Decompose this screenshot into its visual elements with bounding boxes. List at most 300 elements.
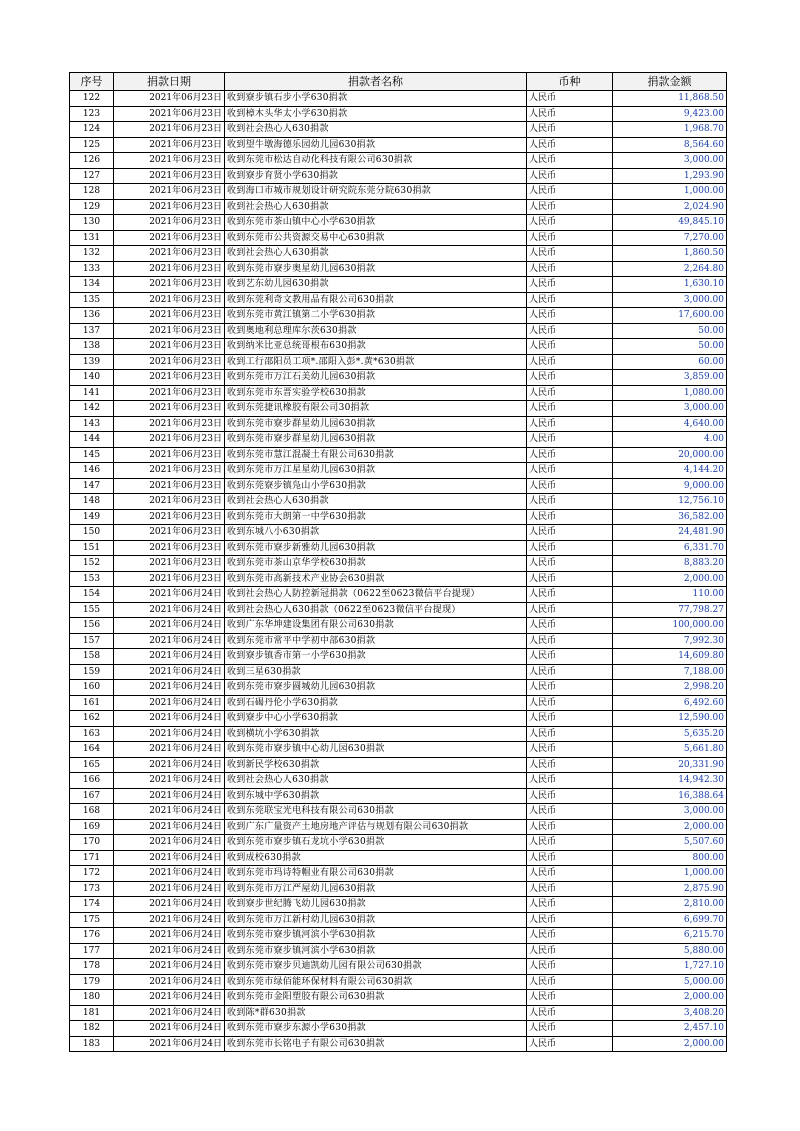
donation-date-cell: 2021年06月23日 xyxy=(114,509,225,525)
serial-number-cell: 145 xyxy=(70,447,114,463)
donor-name-cell: 收到社会热心人630捐款 xyxy=(225,122,527,138)
donation-amount-cell: 49,845.10 xyxy=(613,215,727,231)
donor-name-cell: 收到东莞市长铭电子有限公司630捐款 xyxy=(225,1036,527,1052)
table-row xyxy=(70,447,727,463)
donation-amount-cell: 4.00 xyxy=(613,432,727,448)
table-row xyxy=(70,354,727,370)
serial-number-cell: 167 xyxy=(70,788,114,804)
currency-cell: 人民币 xyxy=(527,168,613,184)
donation-date-cell: 2021年06月24日 xyxy=(114,819,225,835)
donation-date-cell: 2021年06月23日 xyxy=(114,447,225,463)
serial-number-cell: 142 xyxy=(70,401,114,417)
table-row xyxy=(70,153,727,169)
table-row xyxy=(70,819,727,835)
table-row xyxy=(70,91,727,107)
serial-number-cell: 158 xyxy=(70,649,114,665)
table-row xyxy=(70,974,727,990)
donation-amount-cell: 2,998.20 xyxy=(613,680,727,696)
serial-number-cell: 140 xyxy=(70,370,114,386)
donation-amount-cell: 12,756.10 xyxy=(613,494,727,510)
table-row xyxy=(70,850,727,866)
currency-cell: 人民币 xyxy=(527,277,613,293)
currency-cell: 人民币 xyxy=(527,866,613,882)
table-row xyxy=(70,959,727,975)
serial-number-cell: 163 xyxy=(70,726,114,742)
table-row xyxy=(70,649,727,665)
table-row xyxy=(70,277,727,293)
donation-amount-cell: 110.00 xyxy=(613,587,727,603)
donation-date-cell: 2021年06月23日 xyxy=(114,215,225,231)
table-row xyxy=(70,618,727,634)
donation-date-cell: 2021年06月23日 xyxy=(114,416,225,432)
donation-amount-cell: 3,000.00 xyxy=(613,292,727,308)
donation-date-cell: 2021年06月23日 xyxy=(114,153,225,169)
table-row xyxy=(70,726,727,742)
table-row xyxy=(70,463,727,479)
donation-date-cell: 2021年06月24日 xyxy=(114,912,225,928)
serial-number-cell: 144 xyxy=(70,432,114,448)
serial-number-cell: 134 xyxy=(70,277,114,293)
donation-amount-cell: 6,699.70 xyxy=(613,912,727,928)
donation-amount-cell: 2,000.00 xyxy=(613,819,727,835)
serial-number-cell: 131 xyxy=(70,230,114,246)
currency-cell: 人民币 xyxy=(527,122,613,138)
serial-number-cell: 122 xyxy=(70,91,114,107)
serial-number-cell: 128 xyxy=(70,184,114,200)
donation-amount-cell: 2,000.00 xyxy=(613,990,727,1006)
donation-amount-cell: 1,968.70 xyxy=(613,122,727,138)
donor-name-cell: 收到东城八小630捐款 xyxy=(225,525,527,541)
donor-name-cell: 收到东莞市寮步镇中心幼儿园630捐款 xyxy=(225,742,527,758)
donation-date-cell: 2021年06月24日 xyxy=(114,587,225,603)
donor-name-cell: 收到广东广量资产土地房地产评估与规划有限公司630捐款 xyxy=(225,819,527,835)
serial-number-cell: 135 xyxy=(70,292,114,308)
donor-name-cell: 收到东莞市寮步镇河滨小学630捐款 xyxy=(225,928,527,944)
serial-number-cell: 155 xyxy=(70,602,114,618)
currency-cell: 人民币 xyxy=(527,1021,613,1037)
donation-amount-cell: 3,000.00 xyxy=(613,804,727,820)
table-row xyxy=(70,773,727,789)
donation-date-cell: 2021年06月24日 xyxy=(114,804,225,820)
donation-amount-cell: 12,590.00 xyxy=(613,711,727,727)
donation-date-cell: 2021年06月24日 xyxy=(114,881,225,897)
donation-date-cell: 2021年06月23日 xyxy=(114,106,225,122)
donation-amount-cell: 1,860.50 xyxy=(613,246,727,262)
donor-name-cell: 收到樟木头华太小学630捐款 xyxy=(225,106,527,122)
serial-number-cell: 152 xyxy=(70,556,114,572)
donation-amount-cell: 14,609.80 xyxy=(613,649,727,665)
currency-cell: 人民币 xyxy=(527,897,613,913)
table-row xyxy=(70,230,727,246)
currency-cell: 人民币 xyxy=(527,153,613,169)
donor-name-cell: 收到纳米比亚总统哥根布630捐款 xyxy=(225,339,527,355)
serial-number-cell: 138 xyxy=(70,339,114,355)
table-row xyxy=(70,137,727,153)
donation-date-cell: 2021年06月23日 xyxy=(114,540,225,556)
table-row xyxy=(70,339,727,355)
table-row xyxy=(70,106,727,122)
table-row xyxy=(70,556,727,572)
currency-cell: 人民币 xyxy=(527,416,613,432)
donor-name-cell: 收到东莞市万江新村幼儿园630捐款 xyxy=(225,912,527,928)
currency-cell: 人民币 xyxy=(527,788,613,804)
donor-name-cell: 收到陈*群630捐款 xyxy=(225,1005,527,1021)
table-row xyxy=(70,788,727,804)
donation-date-cell: 2021年06月24日 xyxy=(114,726,225,742)
serial-number-cell: 132 xyxy=(70,246,114,262)
donation-amount-cell: 800.00 xyxy=(613,850,727,866)
donation-amount-cell: 4,640.00 xyxy=(613,416,727,432)
currency-cell: 人民币 xyxy=(527,215,613,231)
donor-name-cell: 收到东莞市玛诗特帽业有限公司630捐款 xyxy=(225,866,527,882)
currency-cell: 人民币 xyxy=(527,106,613,122)
donation-date-cell: 2021年06月24日 xyxy=(114,773,225,789)
donor-name-cell: 收到寮步育贤小学630捐款 xyxy=(225,168,527,184)
donation-amount-cell: 77,798.27 xyxy=(613,602,727,618)
donor-name-cell: 收到东莞市万江星星幼儿园630捐款 xyxy=(225,463,527,479)
table-row xyxy=(70,540,727,556)
donation-date-cell: 2021年06月23日 xyxy=(114,354,225,370)
donor-name-cell: 收到东莞市寮步镇石龙坑小学630捐款 xyxy=(225,835,527,851)
donor-name-cell: 收到工行邵阳员工项*.邵阳入彭*.黄*630捐款 xyxy=(225,354,527,370)
donation-date-cell: 2021年06月23日 xyxy=(114,571,225,587)
donor-name-cell: 收到东莞市万江严屋幼儿园630捐款 xyxy=(225,881,527,897)
currency-cell: 人民币 xyxy=(527,308,613,324)
table-row xyxy=(70,494,727,510)
donor-name-cell: 收到东莞市茶山镇中心小学630捐款 xyxy=(225,215,527,231)
currency-cell: 人民币 xyxy=(527,943,613,959)
donor-name-cell: 收到寮步世纪腾飞幼儿园630捐款 xyxy=(225,897,527,913)
currency-cell: 人民币 xyxy=(527,804,613,820)
donation-amount-cell: 5,000.00 xyxy=(613,974,727,990)
table-row xyxy=(70,1036,727,1052)
donation-date-cell: 2021年06月23日 xyxy=(114,246,225,262)
serial-number-cell: 160 xyxy=(70,680,114,696)
donation-date-cell: 2021年06月24日 xyxy=(114,850,225,866)
donation-amount-cell: 8,883.20 xyxy=(613,556,727,572)
donation-amount-cell: 5,880.00 xyxy=(613,943,727,959)
donation-amount-cell: 1,000.00 xyxy=(613,184,727,200)
donation-date-cell: 2021年06月23日 xyxy=(114,463,225,479)
donor-name-cell: 收到东莞市茶山京华学校630捐款 xyxy=(225,556,527,572)
donation-date-cell: 2021年06月24日 xyxy=(114,866,225,882)
currency-cell: 人民币 xyxy=(527,959,613,975)
donation-amount-cell: 2,000.00 xyxy=(613,1036,727,1052)
serial-number-cell: 136 xyxy=(70,308,114,324)
serial-number-cell: 175 xyxy=(70,912,114,928)
donor-name-cell: 收到东莞市慧江混凝土有限公司630捐款 xyxy=(225,447,527,463)
donation-amount-cell: 2,810.00 xyxy=(613,897,727,913)
currency-cell: 人民币 xyxy=(527,587,613,603)
serial-number-cell: 181 xyxy=(70,1005,114,1021)
donation-date-cell: 2021年06月23日 xyxy=(114,494,225,510)
currency-cell: 人民币 xyxy=(527,664,613,680)
donation-amount-cell: 60.00 xyxy=(613,354,727,370)
donor-name-cell: 收到东莞市松达自动化科技有限公司630捐款 xyxy=(225,153,527,169)
currency-cell: 人民币 xyxy=(527,230,613,246)
currency-cell: 人民币 xyxy=(527,509,613,525)
table-row xyxy=(70,990,727,1006)
currency-cell: 人民币 xyxy=(527,974,613,990)
donor-name-cell: 收到寮步镇石步小学630捐款 xyxy=(225,91,527,107)
donation-amount-cell: 3,000.00 xyxy=(613,401,727,417)
donor-name-cell: 收到寮步中心小学630捐款 xyxy=(225,711,527,727)
donor-name-cell: 收到艺东幼儿园630捐款 xyxy=(225,277,527,293)
donation-date-cell: 2021年06月23日 xyxy=(114,525,225,541)
donation-amount-cell: 3,000.00 xyxy=(613,153,727,169)
donation-date-cell: 2021年06月24日 xyxy=(114,990,225,1006)
donation-amount-cell: 1,293.90 xyxy=(613,168,727,184)
table-row xyxy=(70,261,727,277)
donor-name-cell: 收到东莞市黄江镇第二小学630捐款 xyxy=(225,308,527,324)
donor-name-cell: 收到东莞市金阳塑胶有限公司630捐款 xyxy=(225,990,527,1006)
table-row xyxy=(70,308,727,324)
donation-date-cell: 2021年06月24日 xyxy=(114,618,225,634)
donation-amount-cell: 5,507.60 xyxy=(613,835,727,851)
currency-cell: 人民币 xyxy=(527,571,613,587)
donation-date-cell: 2021年06月24日 xyxy=(114,788,225,804)
donor-name-cell: 收到东莞市寮步东源小学630捐款 xyxy=(225,1021,527,1037)
donation-date-cell: 2021年06月24日 xyxy=(114,649,225,665)
serial-number-cell: 153 xyxy=(70,571,114,587)
serial-number-cell: 148 xyxy=(70,494,114,510)
currency-cell: 人民币 xyxy=(527,354,613,370)
table-row xyxy=(70,587,727,603)
serial-number-cell: 168 xyxy=(70,804,114,820)
donor-name-cell: 收到东莞市东晋实验学校630捐款 xyxy=(225,385,527,401)
serial-number-cell: 159 xyxy=(70,664,114,680)
serial-number-cell: 150 xyxy=(70,525,114,541)
serial-number-cell: 154 xyxy=(70,587,114,603)
table-row xyxy=(70,292,727,308)
donation-amount-cell: 7,270.00 xyxy=(613,230,727,246)
serial-number-cell: 166 xyxy=(70,773,114,789)
donor-name-cell: 收到社会热心人630捐款 xyxy=(225,246,527,262)
currency-cell: 人民币 xyxy=(527,199,613,215)
donation-date-cell: 2021年06月23日 xyxy=(114,556,225,572)
donation-amount-cell: 6,215.70 xyxy=(613,928,727,944)
currency-cell: 人民币 xyxy=(527,912,613,928)
table-row xyxy=(70,711,727,727)
serial-number-cell: 147 xyxy=(70,478,114,494)
currency-cell: 人民币 xyxy=(527,850,613,866)
currency-cell: 人民币 xyxy=(527,1005,613,1021)
table-row xyxy=(70,385,727,401)
table-row xyxy=(70,1005,727,1021)
table-row xyxy=(70,695,727,711)
currency-cell: 人民币 xyxy=(527,757,613,773)
donation-amount-cell: 7,992.30 xyxy=(613,633,727,649)
header-donor-name: 捐款者名称 xyxy=(225,73,527,91)
table-row xyxy=(70,122,727,138)
currency-cell: 人民币 xyxy=(527,773,613,789)
donation-table xyxy=(69,72,727,1052)
serial-number-cell: 173 xyxy=(70,881,114,897)
serial-number-cell: 149 xyxy=(70,509,114,525)
donor-name-cell: 收到成校630捐款 xyxy=(225,850,527,866)
table-row xyxy=(70,866,727,882)
donation-amount-cell: 1,080.00 xyxy=(613,385,727,401)
currency-cell: 人民币 xyxy=(527,261,613,277)
donation-amount-cell: 5,661.80 xyxy=(613,742,727,758)
donation-amount-cell: 1,630.10 xyxy=(613,277,727,293)
serial-number-cell: 123 xyxy=(70,106,114,122)
currency-cell: 人民币 xyxy=(527,633,613,649)
header-serial-number: 序号 xyxy=(70,73,114,91)
serial-number-cell: 162 xyxy=(70,711,114,727)
serial-number-cell: 125 xyxy=(70,137,114,153)
donation-amount-cell: 4,144.20 xyxy=(613,463,727,479)
serial-number-cell: 169 xyxy=(70,819,114,835)
table-row xyxy=(70,416,727,432)
donation-amount-cell: 7,188.00 xyxy=(613,664,727,680)
donation-date-cell: 2021年06月24日 xyxy=(114,1005,225,1021)
serial-number-cell: 174 xyxy=(70,897,114,913)
currency-cell: 人民币 xyxy=(527,602,613,618)
currency-cell: 人民币 xyxy=(527,370,613,386)
table-row xyxy=(70,602,727,618)
donor-name-cell: 收到东莞捷讯橡胶有限公司30捐款 xyxy=(225,401,527,417)
table-row xyxy=(70,1021,727,1037)
serial-number-cell: 182 xyxy=(70,1021,114,1037)
donation-amount-cell: 16,388.64 xyxy=(613,788,727,804)
donor-name-cell: 收到东莞市寮步群星幼儿园630捐款 xyxy=(225,416,527,432)
donation-date-cell: 2021年06月23日 xyxy=(114,91,225,107)
donation-date-cell: 2021年06月24日 xyxy=(114,680,225,696)
donation-date-cell: 2021年06月24日 xyxy=(114,943,225,959)
currency-cell: 人民币 xyxy=(527,726,613,742)
donor-name-cell: 收到东莞市寮步圆城幼儿园630捐款 xyxy=(225,680,527,696)
donor-name-cell: 收到社会热心人630捐款 xyxy=(225,494,527,510)
currency-cell: 人民币 xyxy=(527,556,613,572)
donor-name-cell: 收到新民学校630捐款 xyxy=(225,757,527,773)
currency-cell: 人民币 xyxy=(527,540,613,556)
serial-number-cell: 183 xyxy=(70,1036,114,1052)
donor-name-cell: 收到东莞市公共资源交易中心630捐款 xyxy=(225,230,527,246)
serial-number-cell: 156 xyxy=(70,618,114,634)
table-row xyxy=(70,168,727,184)
donor-name-cell: 收到社会热心人630捐款（0622至0623微信平台提现） xyxy=(225,602,527,618)
donation-amount-cell: 6,492.60 xyxy=(613,695,727,711)
donor-name-cell: 收到东莞市寮步贝迪凯幼儿园有限公司630捐款 xyxy=(225,959,527,975)
donation-date-cell: 2021年06月24日 xyxy=(114,835,225,851)
serial-number-cell: 180 xyxy=(70,990,114,1006)
table-row xyxy=(70,912,727,928)
currency-cell: 人民币 xyxy=(527,819,613,835)
donor-name-cell: 收到东莞寮步镇凫山小学630捐款 xyxy=(225,478,527,494)
donation-date-cell: 2021年06月23日 xyxy=(114,385,225,401)
currency-cell: 人民币 xyxy=(527,742,613,758)
donation-date-cell: 2021年06月24日 xyxy=(114,757,225,773)
donation-date-cell: 2021年06月24日 xyxy=(114,664,225,680)
donation-amount-cell: 50.00 xyxy=(613,339,727,355)
donation-date-cell: 2021年06月23日 xyxy=(114,308,225,324)
table-row xyxy=(70,215,727,231)
donor-name-cell: 收到东莞市寮步新雅幼儿园630捐款 xyxy=(225,540,527,556)
currency-cell: 人民币 xyxy=(527,91,613,107)
donation-amount-cell: 9,000.00 xyxy=(613,478,727,494)
donation-date-cell: 2021年06月24日 xyxy=(114,695,225,711)
donor-name-cell: 收到奥地利总理库尔茨630捐款 xyxy=(225,323,527,339)
serial-number-cell: 126 xyxy=(70,153,114,169)
donation-amount-cell: 8,564.60 xyxy=(613,137,727,153)
header-row xyxy=(70,73,727,91)
donation-date-cell: 2021年06月23日 xyxy=(114,370,225,386)
serial-number-cell: 165 xyxy=(70,757,114,773)
serial-number-cell: 157 xyxy=(70,633,114,649)
donation-amount-cell: 6,331.70 xyxy=(613,540,727,556)
donor-name-cell: 收到东莞市寮步群星幼儿园630捐款 xyxy=(225,432,527,448)
donor-name-cell: 收到石碣丹伦小学630捐款 xyxy=(225,695,527,711)
currency-cell: 人民币 xyxy=(527,401,613,417)
currency-cell: 人民币 xyxy=(527,680,613,696)
currency-cell: 人民币 xyxy=(527,1036,613,1052)
donation-amount-cell: 3,408.20 xyxy=(613,1005,727,1021)
donor-name-cell: 收到东莞市寮步镇河滨小学630捐款 xyxy=(225,943,527,959)
donation-date-cell: 2021年06月23日 xyxy=(114,339,225,355)
serial-number-cell: 161 xyxy=(70,695,114,711)
donor-name-cell: 收到东莞联宝光电科技有限公司630捐款 xyxy=(225,804,527,820)
serial-number-cell: 133 xyxy=(70,261,114,277)
header-currency: 币种 xyxy=(527,73,613,91)
serial-number-cell: 127 xyxy=(70,168,114,184)
table-row xyxy=(70,804,727,820)
donor-name-cell: 收到东莞市高新技术产业协会630捐款 xyxy=(225,571,527,587)
donation-amount-cell: 100,000.00 xyxy=(613,618,727,634)
donation-date-cell: 2021年06月23日 xyxy=(114,261,225,277)
donation-date-cell: 2021年06月24日 xyxy=(114,633,225,649)
donation-amount-cell: 3,859.00 xyxy=(613,370,727,386)
donation-date-cell: 2021年06月24日 xyxy=(114,974,225,990)
donor-name-cell: 收到东莞市万江石美幼儿园630捐款 xyxy=(225,370,527,386)
donor-name-cell: 收到三星630捐款 xyxy=(225,664,527,680)
donation-amount-cell: 20,331.90 xyxy=(613,757,727,773)
donor-name-cell: 收到广东华坤建设集团有限公司630捐款 xyxy=(225,618,527,634)
table-row xyxy=(70,881,727,897)
currency-cell: 人民币 xyxy=(527,323,613,339)
currency-cell: 人民币 xyxy=(527,184,613,200)
donor-name-cell: 收到东莞市大朗第一中学630捐款 xyxy=(225,509,527,525)
table-row xyxy=(70,525,727,541)
currency-cell: 人民币 xyxy=(527,711,613,727)
table-row xyxy=(70,323,727,339)
donation-date-cell: 2021年06月24日 xyxy=(114,959,225,975)
table-row xyxy=(70,664,727,680)
donation-date-cell: 2021年06月23日 xyxy=(114,137,225,153)
serial-number-cell: 130 xyxy=(70,215,114,231)
header-donation-amount: 捐款金额 xyxy=(613,73,727,91)
currency-cell: 人民币 xyxy=(527,835,613,851)
donation-amount-cell: 14,942.30 xyxy=(613,773,727,789)
currency-cell: 人民币 xyxy=(527,339,613,355)
currency-cell: 人民币 xyxy=(527,292,613,308)
table-row xyxy=(70,370,727,386)
donation-amount-cell: 1,000.00 xyxy=(613,866,727,882)
donation-date-cell: 2021年06月23日 xyxy=(114,292,225,308)
donor-name-cell: 收到东莞市常平中学初中部630捐款 xyxy=(225,633,527,649)
donation-date-cell: 2021年06月23日 xyxy=(114,199,225,215)
currency-cell: 人民币 xyxy=(527,928,613,944)
donor-name-cell: 收到东莞市绿佰能环保材料有限公司630捐款 xyxy=(225,974,527,990)
donor-name-cell: 收到寮步镇香市第一小学630捐款 xyxy=(225,649,527,665)
donation-amount-cell: 17,600.00 xyxy=(613,308,727,324)
donation-date-cell: 2021年06月23日 xyxy=(114,230,225,246)
donation-date-cell: 2021年06月23日 xyxy=(114,478,225,494)
serial-number-cell: 146 xyxy=(70,463,114,479)
serial-number-cell: 171 xyxy=(70,850,114,866)
donation-amount-cell: 2,024.90 xyxy=(613,199,727,215)
serial-number-cell: 179 xyxy=(70,974,114,990)
